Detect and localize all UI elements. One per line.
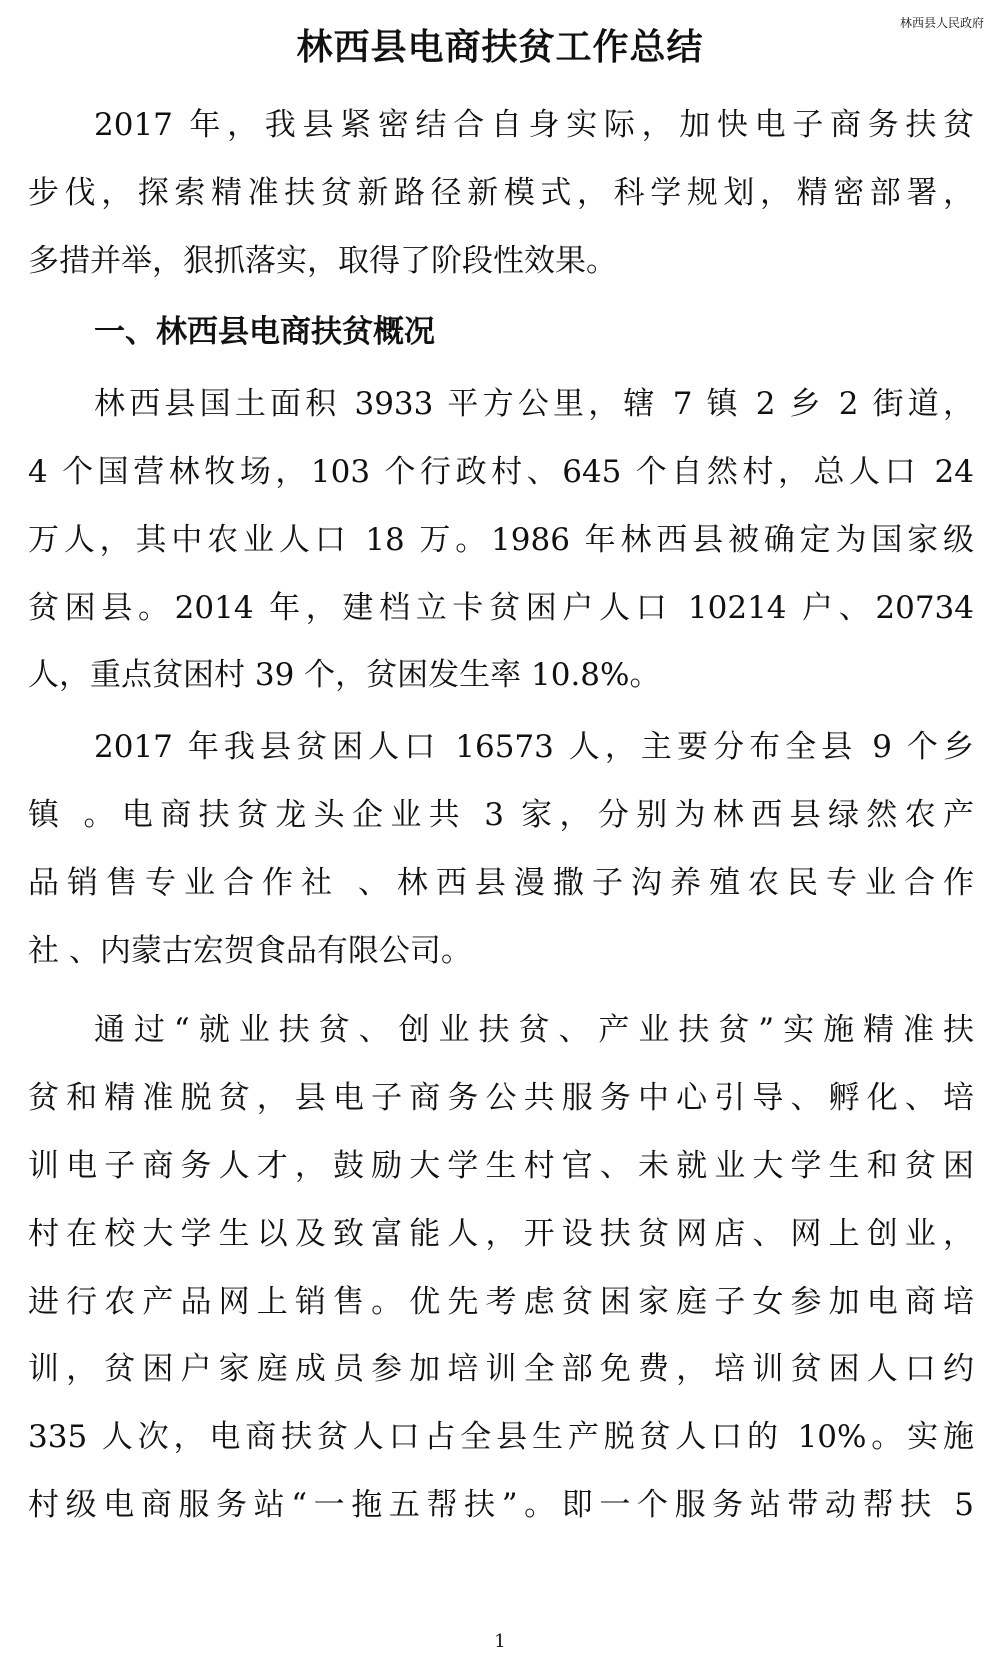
text-line: 品销售专业合作社 、林西县漫撒子沟养殖农民专业合作 — [28, 864, 974, 901]
text-line: 人，重点贫困村 39 个，贫困发生率 10.8%。 — [28, 657, 661, 694]
text-line: 万人，其中农业人口 18 万。1986 年林西县被确定为国家级 — [28, 521, 974, 558]
text-line: 贫困县。2014 年，建档立卡贫困户人口 10214 户、20734 — [28, 589, 974, 626]
document-body — [28, 92, 974, 1540]
watermark: 林西县人民政府 — [899, 16, 984, 30]
text-line: 步伐，探索精准扶贫新路径新模式，科学规划，精密部署， — [28, 174, 974, 211]
paragraph-poverty-population — [28, 714, 974, 985]
paragraph-measures — [28, 997, 974, 1539]
text-line: 贫和精准脱贫，县电子商务公共服务中心引导、孵化、培 — [28, 1080, 974, 1117]
text-line: 2017 年，我县紧密结合自身实际，加快电子商务扶贫 — [94, 107, 974, 143]
section-heading — [28, 299, 974, 367]
text-line: 社 、内蒙古宏贺食品有限公司。 — [28, 932, 472, 969]
text-line: 训电子商务人才，鼓励大学生村官、未就业大学生和贫困 — [28, 1147, 974, 1184]
text-line: 通过“就业扶贫、创业扶贫、产业扶贫”实施精准扶 — [94, 1012, 974, 1049]
text-line: 2017 年我县贫困人口 16573 人，主要分布全县 9 个乡 — [94, 729, 974, 766]
text-line: 村在校大学生以及致富能人，开设扶贫网店、网上创业， — [28, 1215, 974, 1252]
text-line: 镇 。电商扶贫龙头企业共 3 家，分别为林西县绿然农产 — [28, 796, 974, 833]
heading-line: 一、林西县电商扶贫概况 — [94, 314, 435, 351]
text-line: 进行农产品网上销售。优先考虑贫困家庭子女参加电商培 — [28, 1283, 974, 1320]
document-title: 林西县电商扶贫工作总结 — [296, 27, 704, 68]
paragraph-overview — [28, 371, 974, 710]
text-line: 4 个国营林牧场，103 个行政村、645 个自然村，总人口 24 — [28, 453, 974, 490]
text-line: 林西县国土面积 3933 平方公里，辖 7 镇 2 乡 2 街道， — [94, 386, 974, 423]
text-line: 村级电商服务站“一拖五帮扶”。即一个服务站带动帮扶 5 — [28, 1486, 974, 1523]
text-line: 训，贫困户家庭成员参加培训全部免费，培训贫困人口约 — [28, 1351, 974, 1388]
text-line: 335 人次，电商扶贫人口占全县生产脱贫人口的 10%。实施 — [28, 1419, 974, 1456]
paragraph-intro — [28, 92, 974, 295]
text-line: 多措并举，狠抓落实，取得了阶段性效果。 — [28, 242, 617, 279]
page-number: 1 — [494, 1631, 506, 1652]
